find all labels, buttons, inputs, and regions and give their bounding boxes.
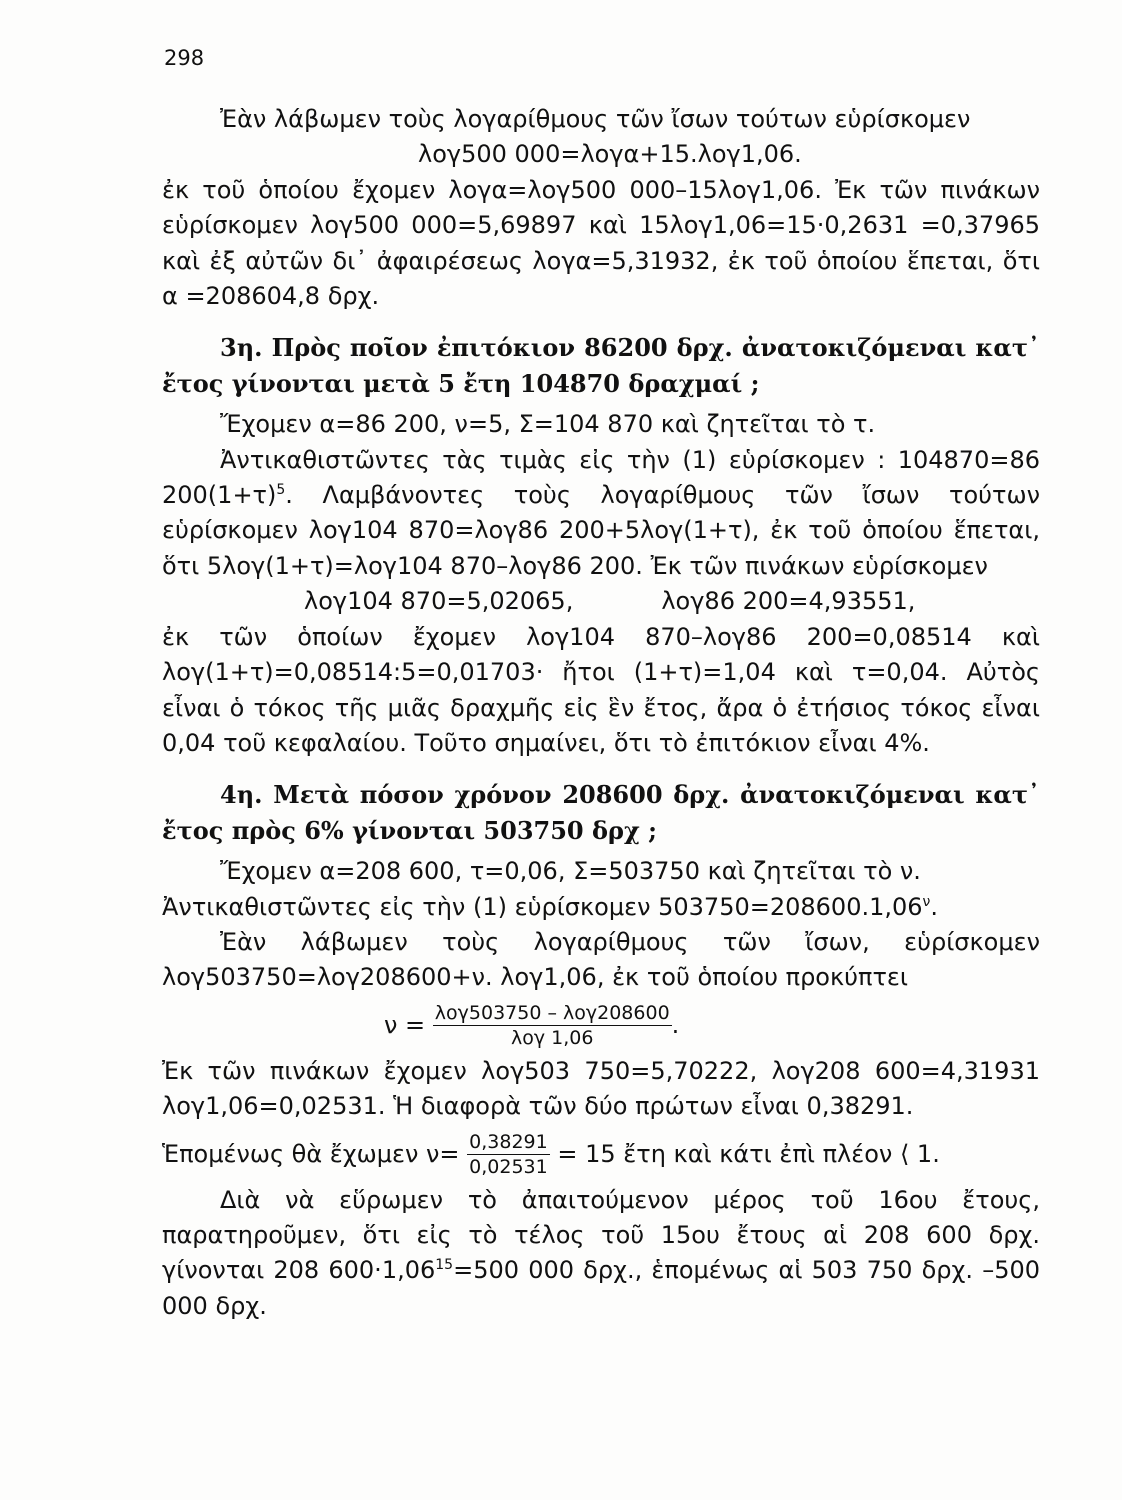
problem-4-logarithms: Ἐὰν λάβωμεν τοὺς λογαρίθμους τῶν ἴσων, εὑρίσκομεν λογ503750=λογ208600+ν. λογ1,06, ἐκ τοῦ ὁποίου προκύπτει: [162, 927, 1040, 992]
problem-4-givens: Ἔχομεν α=208 600, τ=0,06, Σ=503750 καὶ ζητεῖται τὸ ν.: [220, 857, 921, 886]
log-86200-value: λογ86 200=4,93551,: [661, 587, 916, 616]
exponent-15: 15: [435, 1257, 454, 1274]
formula-nu-denominator: λογ 1,06: [511, 1027, 594, 1050]
formula-result-numerator: 0,38291: [469, 1131, 548, 1154]
formula-result-fraction: [162, 1125, 1040, 1183]
problem-4-substitution-text: Ἀντικαθιστῶντες εἰς τὴν (1) εὑρίσκομεν 503750=208600.1,06: [162, 892, 923, 921]
formula-nu-period: .: [671, 1010, 680, 1039]
problem-4-table-values: Ἐκ τῶν πινάκων ἔχομεν λογ503 750=5,70222, λογ208 600=4,31931 λογ1,06=0,02531. Ἡ διαφορὰ τῶν δύο πρώτων εἶναι 0,38291.: [162, 1056, 1040, 1121]
formula-nu-lhs: ν =: [384, 1010, 426, 1039]
page-number: 298: [164, 46, 205, 70]
problem-3-log-text: . Λαμβάνοντες τοὺς λογαρίθμους τῶν ἴσων τούτων εὑρίσκομεν λογ104 870=λογ86 200+5λογ(1+τ), ἐκ τοῦ ὁποίου ἕπεται, ὅτι 5λογ(1+τ)=λογ104 870–λογ86 200. Ἐκ τῶν πινάκων εὑρίσκομεν: [162, 481, 1040, 580]
formula-result-fraction-body: [467, 1131, 550, 1178]
formula-result-lhs: Ἑπομένως θὰ ἔχωμεν ν=: [162, 1139, 460, 1168]
paragraph-logarithms-intro: Ἐὰν λάβωμεν τοὺς λογαρίθμους τῶν ἴσων τούτων εὑρίσκομεν: [220, 105, 971, 133]
problem-4-substitution: [162, 890, 1040, 925]
problem-4-heading: 4η. Μετὰ πόσον χρόνον 208600 δρχ. ἀνατοκιζόμεναι κατ᾽ ἔτος πρὸς 6% γίνονται 503750 δρχ ;: [162, 780, 1040, 845]
equation-log-500000: λογ500 000=λογα+15.λογ1,06.: [418, 140, 802, 169]
problem-3-log-values: [162, 584, 1040, 619]
formula-nu-numerator: λογ503750 – λογ208600: [434, 1002, 670, 1025]
paragraph-sixteenth-year-end: =500 000 δρχ., ἑπομένως αἱ 503 750 δρχ. –500 000 δρχ.: [162, 1256, 1041, 1320]
problem-3-heading: 3η. Πρὸς ποῖον ἐπιτόκιον 86200 δρχ. ἀνατοκιζόμεναι κατ᾽ ἔτος γίνονται μετὰ 5 ἔτη 104870 δραχμαί ;: [162, 333, 1040, 398]
problem-3-substitution: [162, 443, 1040, 585]
log-104870-value: λογ104 870=5,02065,: [304, 587, 574, 616]
problem-3-givens: Ἔχομεν α=86 200, ν=5, Σ=104 870 καὶ ζητεῖται τὸ τ.: [220, 410, 876, 439]
paragraph-sixteenth-year-text: Διὰ νὰ εὕρωμεν τὸ ἀπαιτούμενον μέρος τοῦ 16ου ἔτους, παρατηροῦμεν, ὅτι εἰς τὸ τέλος τοῦ 15ου ἔτους αἱ 208 600 δρχ. γίνονται 208 600·1,06: [162, 1185, 1040, 1285]
formula-nu-fraction-body: [433, 1002, 672, 1049]
formula-result-denominator: 0,02531: [469, 1156, 548, 1179]
problem-3-conclusion: ἐκ τῶν ὁποίων ἔχομεν λογ104 870–λογ86 200=0,08514 καὶ λογ(1+τ)=0,08514:5=0,01703· ἤτοι (1+τ)=1,04 καὶ τ=0,04. Αὐτὸς εἶναι ὁ τόκος τῆς μιᾶς δραχμῆς εἰς ἓν ἔτος, ἄρα ὁ ἐτήσιος τόκος εἶναι 0,04 τοῦ κεφαλαίου. Τοῦτο σημαίνει, ὅτι τὸ ἐπιτόκιον εἶναι 4%.: [162, 622, 1040, 757]
problem-4-substitution-end: .: [930, 892, 939, 921]
formula-result-rhs: = 15 ἔτη καὶ κάτι ἐπὶ πλέον ⟨ 1.: [557, 1139, 940, 1168]
paragraph-solution-alpha: ἐκ τοῦ ὁποίου ἔχομεν λογα=λογ500 000–15λογ1,06. Ἐκ τῶν πινάκων εὑρίσκομεν λογ500 000=5,69897 καὶ 15λογ1,06=15·0,2631 =0,37965 καὶ ἐξ αὐτῶν δι᾽ ἀφαιρέσεως λογα=5,31932, ἐκ τοῦ ὁποίου ἕπεται, ὅτι α =208604,8 δρχ.: [162, 175, 1040, 311]
page-body: [162, 102, 1040, 1324]
problem-3-substitution-text: Ἀντικαθιστῶντες τὰς τιμὰς εἰς τὴν (1) εὑρίσκομεν : 104870=86 200(1+τ): [162, 445, 1040, 510]
exponent-5: 5: [276, 482, 286, 499]
exponent-nu: ν: [922, 893, 931, 910]
formula-nu-fraction: [162, 996, 1040, 1054]
paragraph-sixteenth-year: [162, 1183, 1040, 1325]
